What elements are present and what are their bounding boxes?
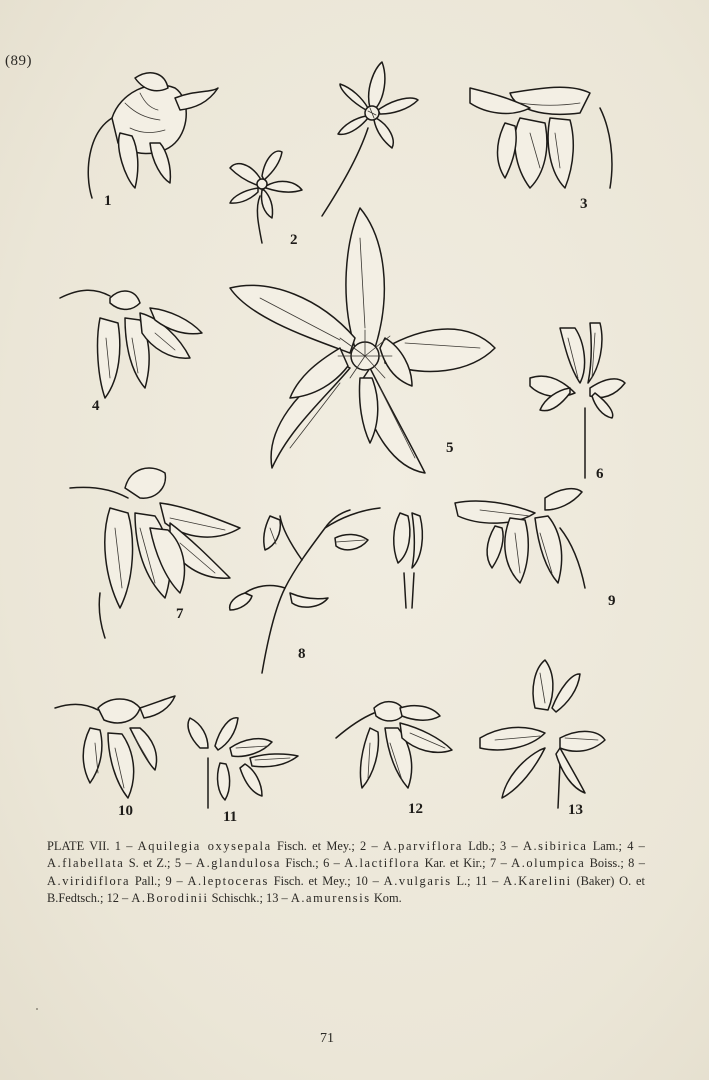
figure-label-9: 9 [608,593,616,609]
caption-entry: 8 – A.viridiflora Pall.; [47,856,645,888]
figure-label-8: 8 [298,646,306,662]
aquilegia-leptoceras-flower-drawing [455,489,585,588]
figure-label-6: 6 [596,466,604,482]
caption-entry: 4 – A.flabellata S. et Z.; [47,839,645,871]
figure-label-7: 7 [176,606,184,622]
figure-label-11: 11 [223,809,238,825]
figure-label-10: 10 [118,803,133,819]
aquilegia-viridiflora-branch-drawing [230,508,423,673]
caption-entry: 12 – A.Borodinii Schischk.; [106,891,263,906]
caption-entry: 6 – A.lactiflora Kar. et Kir.; [323,856,486,871]
aquilegia-oxysepala-flower-drawing [88,73,218,198]
aquilegia-amurensis-flower-drawing [480,660,605,808]
aquilegia-lactiflora-flower-drawing [530,323,625,478]
plate-reference: (89) [5,53,32,69]
aquilegia-parviflora-flower-drawing [230,151,302,243]
aquilegia-karelini-flower-drawing [188,718,298,808]
page-speck [36,1008,38,1010]
aquilegia-glandulosa-flower-drawing [230,208,495,473]
caption-entry: 11 – A.Karelini (Baker) O. et B.Fedtsch.; [47,873,645,906]
aquilegia-borodinii-flower-drawing [336,702,452,788]
caption-entry: 3 – A.sibirica Lam.; [500,839,622,853]
caption-entry: 2 – A.parviflora Ldb.; [360,839,495,853]
plate-caption [47,838,645,908]
botanical-plate [40,48,680,838]
figure-label-2: 2 [290,232,298,248]
figure-label-5: 5 [446,440,454,456]
page-number: 71 [320,1031,334,1046]
caption-entry: 7 – A.olumpica Boiss.; [490,856,624,871]
figure-label-12: 12 [408,801,423,817]
caption-entry: 9 – A.leptoceras Fisch. et Mey.; [165,873,351,888]
aquilegia-sibirica-flower-drawing [470,87,612,188]
aquilegia-vulgaris-flower-drawing [55,696,175,798]
figure-label-4: 4 [92,398,100,414]
caption-entry: 5 – A.glandulosa Fisch.; [174,856,319,871]
caption-entry: 10 – A.vulgaris L.; [355,873,471,888]
figure-label-3: 3 [580,196,588,212]
aquilegia-parviflora-open-flower-drawing [322,62,418,216]
caption-entry: 1 – Aquilegia oxysepala Fisch. et Mey.; [114,839,355,853]
caption-plate-label: PLATE VII. [47,839,110,853]
aquilegia-olympica-flower-drawing [70,468,240,638]
figure-label-1: 1 [104,193,112,209]
aquilegia-flabellata-flower-drawing [60,290,202,398]
figure-label-13: 13 [568,802,583,818]
caption-entry: 13 – A.amurensis Kom. [266,891,402,906]
